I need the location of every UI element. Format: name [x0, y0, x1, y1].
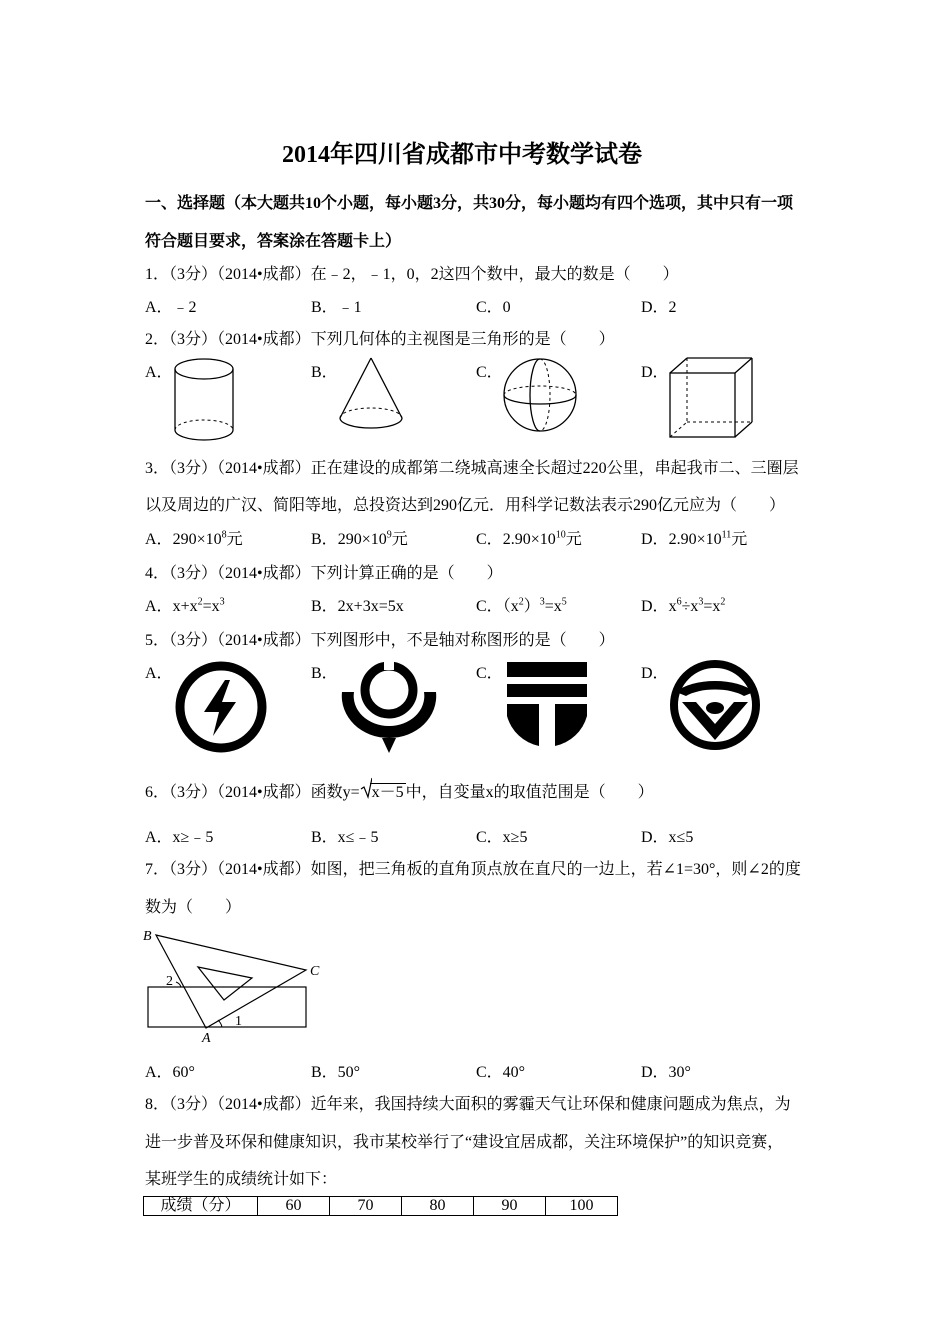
- q2-option-d: D．: [641, 364, 669, 381]
- q3-option-a: A．$290\times 10^8$元: [145, 529, 243, 548]
- q5-option-b: B．: [311, 665, 338, 682]
- sphere-figure: [500, 355, 580, 435]
- q3-option-c: C．$2.90\times 10^{10}$元: [476, 529, 582, 548]
- sqrt-radical: x－5: [360, 779, 406, 802]
- q1-option-a: A．﹣2: [145, 299, 197, 316]
- bank-logo-figure: [338, 658, 440, 758]
- q8-stem-line1: 8．（3分）（2014•成都）近年来，我国持续大面积的雾霾天气让环保和健康问题成为焦点，为: [145, 1096, 791, 1113]
- triangle-ruler-figure: [140, 924, 335, 1046]
- q4-option-b: B．2x+3x=5x: [311, 598, 404, 615]
- q8-stem-line2: 进一步普及环保和健康知识，我市某校举行了“建设宜居成都，关注环境保护”的知识竞赛，: [145, 1134, 784, 1151]
- q5-stem: 5．（3分）（2014•成都）下列图形中，不是轴对称图形的是（ ）: [145, 632, 615, 649]
- q1-stem: 1．（3分）（2014•成都）在﹣2，﹣1，0，2这四个数中，最大的数是（ ）: [145, 266, 679, 283]
- table-header-cell: 100: [546, 1197, 618, 1216]
- q6-option-b: B．x≤﹣5: [311, 829, 379, 846]
- label-B: B: [143, 929, 152, 944]
- page-title: 2014年四川省成都市中考数学试卷: [282, 142, 642, 168]
- q7-stem-line1: 7．（3分）（2014•成都）如图，把三角板的直角顶点放在直尺的一边上，若∠1=30°，则∠2的度: [145, 861, 801, 878]
- q1-option-b: B．﹣1: [311, 299, 362, 316]
- cylinder-figure: [168, 355, 240, 443]
- label-A: A: [202, 1031, 211, 1046]
- lightning-logo-figure: [172, 658, 270, 756]
- q5-option-d: D．: [641, 665, 669, 682]
- q3-stem-line2: 以及周边的广汉、简阳等地，总投资达到290亿元．用科学记数法表示290亿元应为（ ）: [145, 497, 786, 514]
- q7-option-d: D．30°: [641, 1064, 691, 1081]
- table-header-cell: 70: [330, 1197, 402, 1216]
- q2-option-b: B．: [311, 364, 338, 381]
- t-block-logo-figure: [503, 658, 591, 752]
- q6-option-a: A．x≥﹣5: [145, 829, 214, 846]
- q4-stem: 4．（3分）（2014•成都）下列计算正确的是（ ）: [145, 565, 503, 582]
- q1-option-c: C．0: [476, 299, 511, 316]
- q7-option-b: B．50°: [311, 1064, 361, 1081]
- q6-stem: 6．（3分）（2014•成都）函数y= x－5 中，自变量x的取值范围是（ ）: [145, 779, 654, 802]
- score-table: [143, 1196, 618, 1216]
- section-heading-line2: 符合题目要求，答案涂在答题卡上）: [145, 233, 402, 250]
- q2-stem: 2．（3分）（2014•成都）下列几何体的主视图是三角形的是（ ）: [145, 331, 615, 348]
- table-row: [144, 1197, 618, 1216]
- label-C: C: [310, 964, 320, 979]
- q2-option-c: C．: [476, 364, 503, 381]
- table-header-cell: 80: [402, 1197, 474, 1216]
- table-header-cell: 成绩（分）: [144, 1197, 258, 1216]
- q6-option-c: C．x≥5: [476, 829, 528, 846]
- q5-option-c: C．: [476, 665, 503, 682]
- cube-figure: [665, 355, 757, 441]
- q3-option-d: D．$2.90\times 10^{11}$元: [641, 529, 748, 548]
- label-angle-2: 2: [166, 974, 173, 989]
- q4-option-c: C．$(x^2)^3=x^5$: [476, 596, 567, 615]
- q5-option-a: A．: [145, 665, 173, 682]
- q3-option-b: B．$290\times 10^9$元: [311, 529, 408, 548]
- q7-stem-line2: 数为（ ）: [145, 899, 242, 916]
- cone-figure: [333, 355, 409, 435]
- table-header-cell: 60: [258, 1197, 330, 1216]
- v-emblem-logo-figure: [668, 658, 762, 752]
- q3-stem-line1: 3．（3分）（2014•成都）正在建设的成都第二绕城高速全长超过220公里，串起我市二、三圈层: [145, 460, 799, 477]
- q4-option-a: A．$x+x^2=x^3$: [145, 596, 225, 615]
- q8-stem-line3: 某班学生的成绩统计如下：: [145, 1171, 338, 1188]
- q2-option-a: A．: [145, 364, 173, 381]
- q7-option-c: C．40°: [476, 1064, 526, 1081]
- q4-option-d: D．$x^6\div x^3=x^2$: [641, 596, 726, 615]
- label-angle-1: 1: [235, 1014, 242, 1029]
- q1-option-d: D．2: [641, 299, 677, 316]
- q6-option-d: D．x≤5: [641, 829, 694, 846]
- q7-option-a: A．60°: [145, 1064, 195, 1081]
- section-heading-line1: 一、选择题（本大题共10个小题，每小题3分，共30分，每小题均有四个选项，其中只有一项: [145, 195, 794, 212]
- table-header-cell: 90: [474, 1197, 546, 1216]
